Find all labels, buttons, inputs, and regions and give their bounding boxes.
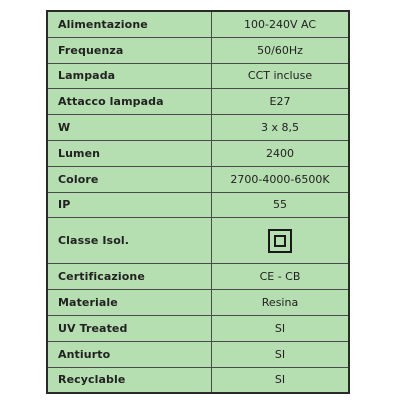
spec-row-uv-treated: [47, 315, 349, 341]
spec-label: Lumen: [47, 140, 212, 166]
spec-row-lumen: [47, 140, 349, 166]
spec-value: SI: [212, 341, 350, 367]
spec-label: Certificazione: [47, 264, 212, 290]
spec-value: Resina: [212, 290, 350, 316]
spec-value: [212, 218, 350, 264]
spec-row-w: [47, 115, 349, 141]
spec-value: 2700-4000-6500K: [212, 166, 350, 192]
spec-label: Alimentazione: [47, 11, 212, 37]
spec-value: 2400: [212, 140, 350, 166]
spec-row-attacco-lampada: [47, 89, 349, 115]
spec-row-certificazione: [47, 264, 349, 290]
spec-label: Antiurto: [47, 341, 212, 367]
spec-row-alimentazione: [47, 11, 349, 37]
spec-label: Colore: [47, 166, 212, 192]
spec-label: W: [47, 115, 212, 141]
spec-label: UV Treated: [47, 315, 212, 341]
spec-value: 55: [212, 192, 350, 218]
spec-label: Classe Isol.: [47, 218, 212, 264]
spec-label: Lampada: [47, 63, 212, 89]
spec-value: 100-240V AC: [212, 11, 350, 37]
class-ii-double-square-icon: [268, 229, 292, 253]
spec-row-colore: [47, 166, 349, 192]
spec-label: IP: [47, 192, 212, 218]
spec-table: [46, 10, 350, 394]
spec-value: 50/60Hz: [212, 37, 350, 63]
spec-row-materiale: [47, 290, 349, 316]
spec-value: SI: [212, 315, 350, 341]
spec-label: Materiale: [47, 290, 212, 316]
spec-value: E27: [212, 89, 350, 115]
spec-value: CCT incluse: [212, 63, 350, 89]
spec-row-antiurto: [47, 341, 349, 367]
spec-label: Recyclable: [47, 367, 212, 393]
spec-label: Frequenza: [47, 37, 212, 63]
spec-value: CE - CB: [212, 264, 350, 290]
spec-row-ip: [47, 192, 349, 218]
spec-label: Attacco lampada: [47, 89, 212, 115]
spec-row-frequenza: [47, 37, 349, 63]
spec-value: SI: [212, 367, 350, 393]
spec-row-classe-isol: [47, 218, 349, 264]
spec-row-lampada: [47, 63, 349, 89]
spec-value: 3 x 8,5: [212, 115, 350, 141]
spec-row-recyclable: [47, 367, 349, 393]
